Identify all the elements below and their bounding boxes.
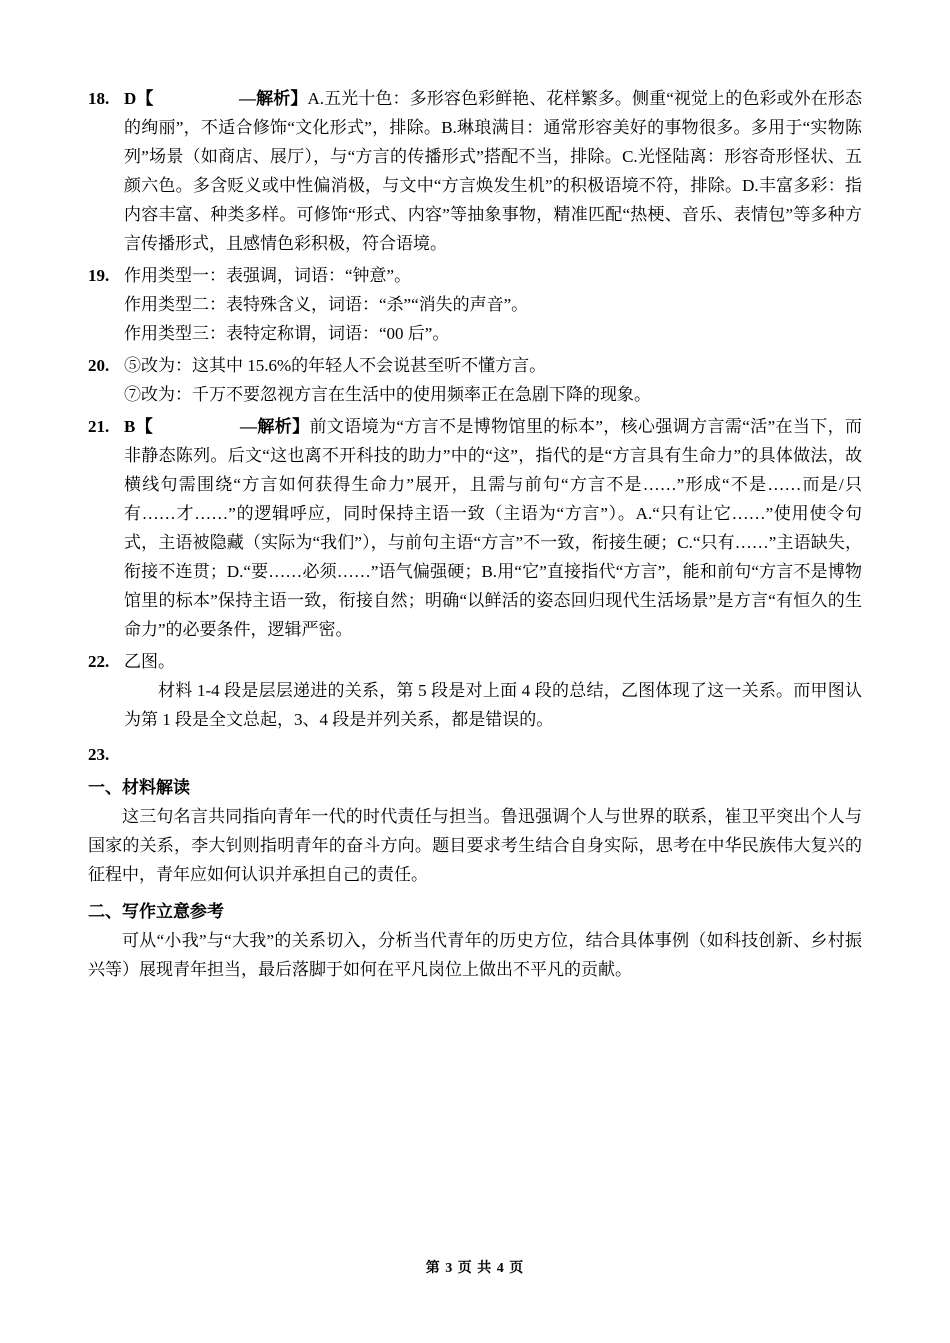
item-number: 20. xyxy=(88,356,110,375)
answer-item-20 xyxy=(88,351,862,409)
answer-line: 作用类型一：表强调，词语：“钟意”。 xyxy=(124,266,412,285)
answer-item-19 xyxy=(88,261,862,348)
analysis-paragraph xyxy=(124,84,862,258)
answer-item-23 xyxy=(88,740,862,984)
item-number: 22. xyxy=(88,652,110,671)
item-number: 23. xyxy=(88,745,110,764)
answer-explanation: 材料 1-4 段是层层递进的关系，第 5 段是对上面 4 段的总结，乙图体现了这一关系。而甲图认为第 1 段是全文总起，3、4 段是并列关系，都是错误的。 xyxy=(124,681,862,729)
answer-line: 乙图。 xyxy=(124,652,175,671)
analysis-body-text: A.五光十色：多形容色彩鲜艳、花样繁多。侧重“视觉上的色彩或外在形态的绚丽”，不适合修饰“文化形式”，排除。B.琳琅满目：通常形容美好的事物很多。多用于“实物陈列”场景（如商店、展厅），与“方言的传播形式”搭配不当，排除。C.光怪陆离：形容奇形怪状、五颜六色。多含贬义或中性偏消极，与文中“方言焕发生机”的积极语境不符，排除。D.丰富多彩：指内容丰富、种类多样。可修饰“形式、内容”等抽象事物，精准匹配“热梗、音乐、表情包”等多种方言传播形式，且感情色彩积极，符合语境。 xyxy=(124,89,862,253)
item-content xyxy=(124,647,862,734)
item-content xyxy=(124,412,862,644)
item-number: 21. xyxy=(88,417,110,436)
section-body: 可从“小我”与“大我”的关系切入，分析当代青年的历史方位，结合具体事例（如科技创新、乡村振兴等）展现青年担当，最后落脚于如何在平凡岗位上做出不平凡的贡献。 xyxy=(88,931,862,979)
section-heading-material: 一、材料解读 xyxy=(88,778,190,797)
answer-item-22 xyxy=(88,647,862,734)
answer-line: ⑦改为：千万不要忽视方言在生活中的使用频率正在急剧下降的现象。 xyxy=(124,385,651,404)
section-heading-writing: 二、写作立意参考 xyxy=(88,902,224,921)
analysis-paragraph xyxy=(124,412,862,644)
answer-line: 作用类型二：表特殊含义，词语：“杀”“消失的声音”。 xyxy=(124,295,529,314)
answer-letter-label: B【 —解析】 xyxy=(124,417,310,436)
item-content xyxy=(124,261,862,348)
answer-letter-label: D【 —解析】 xyxy=(124,89,308,108)
answer-item-21 xyxy=(88,412,862,644)
page-number-footer: 第 3 页 共 4 页 xyxy=(425,1261,525,1276)
item-number: 18. xyxy=(88,89,110,108)
section-body: 这三句名言共同指向青年一代的时代责任与担当。鲁迅强调个人与世界的联系，崔卫平突出个人与国家的关系，李大钊则指明青年的奋斗方向。题目要求考生结合自身实际，思考在中华民族伟大复兴的征程中，青年应如何认识并承担自己的责任。 xyxy=(88,807,862,884)
answer-key-content xyxy=(88,84,862,984)
item-number: 19. xyxy=(88,266,110,285)
item-content xyxy=(124,84,862,258)
analysis-body-text: 前文语境为“方言不是博物馆里的标本”，核心强调方言需“活”在当下，而非静态陈列。后文“这也离不开科技的助力”中的“这”，指代的是“方言具有生命力”的具体做法，故横线句需围绕“方言如何获得生命力”展开，且需与前句“方言不是……”形成“不是……而是/只有……才……”的逻辑呼应，同时保持主语一致（主语为“方言”）。A.“只有让它……”使用使令句式，主语被隐藏（实际为“我们”），与前句主语“方言”不一致，衔接生硬；C.“只有……”主语缺失，衔接不连贯；D.“要……必须……”语气偏强硬；B.用“它”直接指代“方言”，能和前句“方言不是博物馆里的标本”保持主语一致，衔接自然；明确“以鲜活的姿态回归现代生活场景”是方言“有恒久的生命力”的必要条件，逻辑严密。 xyxy=(124,417,863,639)
answer-item-18 xyxy=(88,84,862,258)
item-content xyxy=(124,351,862,409)
answer-line: 作用类型三：表特定称谓，词语：“00 后”。 xyxy=(124,324,450,343)
answer-line: ⑤改为：这其中 15.6%的年轻人不会说甚至听不懂方言。 xyxy=(124,356,547,375)
